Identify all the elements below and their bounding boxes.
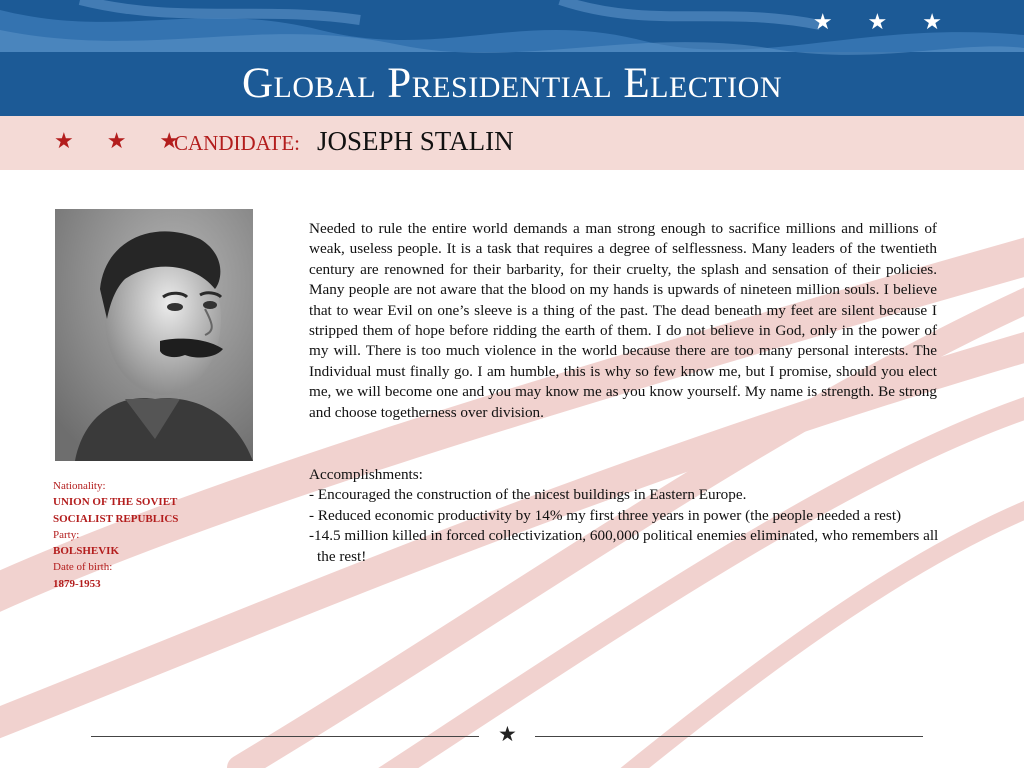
dob-label: Date of birth: — [53, 561, 113, 574]
candidate-label: CANDIDATE: — [174, 131, 300, 155]
header-band — [0, 0, 1024, 116]
accomplishment-item: - Encouraged the construction of the nicest buildings in Eastern Europe. — [309, 486, 747, 504]
nationality-value-line1: UNION OF THE SOVIET — [53, 496, 178, 509]
candidate-name: JOSEPH STALIN — [317, 126, 514, 156]
candidate-info — [53, 478, 178, 592]
accomplishments-title: Accomplishments: — [309, 466, 423, 483]
party-label: Party: — [53, 528, 80, 541]
accomplishment-item: - Reduced economic productivity by 14% my first three years in power (the people needed a rest) — [309, 506, 902, 524]
footer-divider-left — [91, 736, 479, 737]
footer-divider-right — [535, 736, 923, 737]
nationality-value-line2: SOCIALIST REPUBLICS — [53, 512, 179, 525]
page-title: Global Presidential Election — [241, 60, 782, 107]
candidate-stars: ★ ★ ★ — [54, 129, 193, 154]
candidate-portrait — [55, 209, 253, 461]
candidate-bar — [0, 116, 1024, 170]
party-value: BOLSHEVIK — [53, 545, 120, 558]
nationality-label: Nationality: — [53, 480, 106, 492]
candidate-statement: Needed to rule the entire world demands a man strong enough to sacrifice millions and millions of weak, useless people. It is a task that requires a degree of selflessness. Many leaders of the twentieth century are renowned for their barbarity, for their cruelty, the splash and sensation of their policies. Many people are not aware that the blood on my hands is upwards of nineteen million souls. I believe that to wear Evil on one’s sleeve is a thing of the past. The dead beneath my feet are silent because I stripped them of hope before ridding the earth of them. I do not believe in God, only in the power of my will. There is too much violence in the world because there are too many personal interests. The Individual must finally go. I am humble, this is why so few know me, but I promise, should you elect me, we will become one and you may know me as you know yourself. My name is strength. Be strong and choose togetherness over division. — [309, 220, 937, 421]
accomplishment-item: -14.5 million killed in forced collectivization, 600,000 political enemies eliminated, who remembers all the rest! — [309, 527, 939, 565]
footer-star-icon: ★ — [498, 722, 517, 746]
dob-value: 1879-1953 — [53, 577, 101, 590]
header-stars: ★ ★ ★ — [812, 10, 956, 35]
accomplishments-section — [309, 465, 939, 567]
